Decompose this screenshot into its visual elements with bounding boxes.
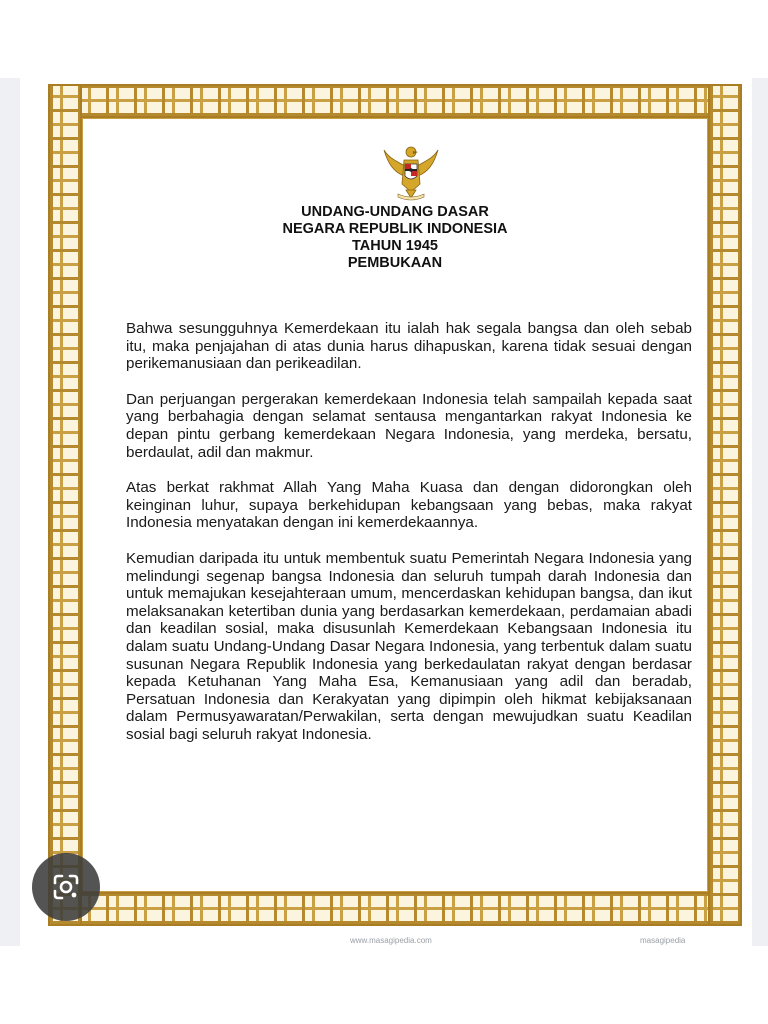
heading-line-3: TAHUN 1945 <box>352 238 438 254</box>
heading-line-4: PEMBUKAAN <box>347 255 443 271</box>
garuda-emblem-icon <box>380 140 442 202</box>
ornamental-frame <box>48 84 742 926</box>
left-edge-strip <box>0 78 20 946</box>
right-edge-strip <box>752 78 768 946</box>
heading-line-2: NEGARA REPUBLIK INDONESIA <box>282 221 508 237</box>
paragraph-4: Kemudian daripada itu untuk membentuk suatu Pemerintah Negara Indonesia yang melindungi segenap bangsa Indonesia dan seluruh tumpah darah Indonesia dan untuk memajukan kesejahteraan umum, mencerdaskan kehidupan bangsa, dan ikut melaksanakan ketertiban dunia yang berdasarkan kemerdekaan, perdamaian abadi dan keadilan sosial, maka disusunlah Kemerdekaan Kebangsaan Indonesia itu dalam suatu Undang-Undang Dasar Negara Indonesia, yang terbentuk dalam suatu susunan Negara Republik Indonesia yang berkedaulatan rakyat dengan berdasar kepada Ketuhanan Yang Maha Esa, Kemanusiaan yang adil dan beradab, Persatuan Indonesia dan Kerakyatan yang dipimpin oleh hikmat kebijaksanaan dalam Permusyawaratan/Perwakilan, serta dengan mewujudkan suatu Keadilan sosial bagi seluruh rakyat Indonesia. <box>126 549 692 743</box>
footer-url: www.masagipedia.com <box>350 936 432 945</box>
preamble-body <box>126 320 692 761</box>
document-page <box>20 78 752 946</box>
google-lens-icon[interactable] <box>32 853 100 921</box>
paragraph-1: Bahwa sesungguhnya Kemerdekaan itu ialah hak segala bangsa dan oleh sebab itu, maka penjajahan di atas dunia harus dihapuskan, karena tidak sesuai dengan perikemanusiaan dan perikeadilan. <box>126 320 692 373</box>
document-heading <box>108 204 682 272</box>
footer-brand: masagipedia <box>640 936 686 945</box>
heading-line-1: UNDANG-UNDANG DASAR <box>301 204 489 220</box>
greek-key-border-top <box>48 84 742 118</box>
greek-key-border-bottom <box>48 892 742 926</box>
greek-key-border-right <box>708 84 742 926</box>
paragraph-3: Atas berkat rakhmat Allah Yang Maha Kuasa dan dengan didorongkan oleh keinginan luhur, supaya berkehidupan kebangsaan yang bebas, maka rakyat Indonesia menyatakan dengan ini kemerdekaannya. <box>126 479 692 532</box>
paragraph-2: Dan perjuangan pergerakan kemerdekaan Indonesia telah sampailah kepada saat yang berbahagia dengan selamat sentausa mengantarkan rakyat Indonesia ke depan pintu gerbang kemerdekaan Negara Indonesia, yang merdeka, bersatu, berdaulat, adil dan makmur. <box>126 390 692 461</box>
greek-key-border-left <box>48 84 82 926</box>
